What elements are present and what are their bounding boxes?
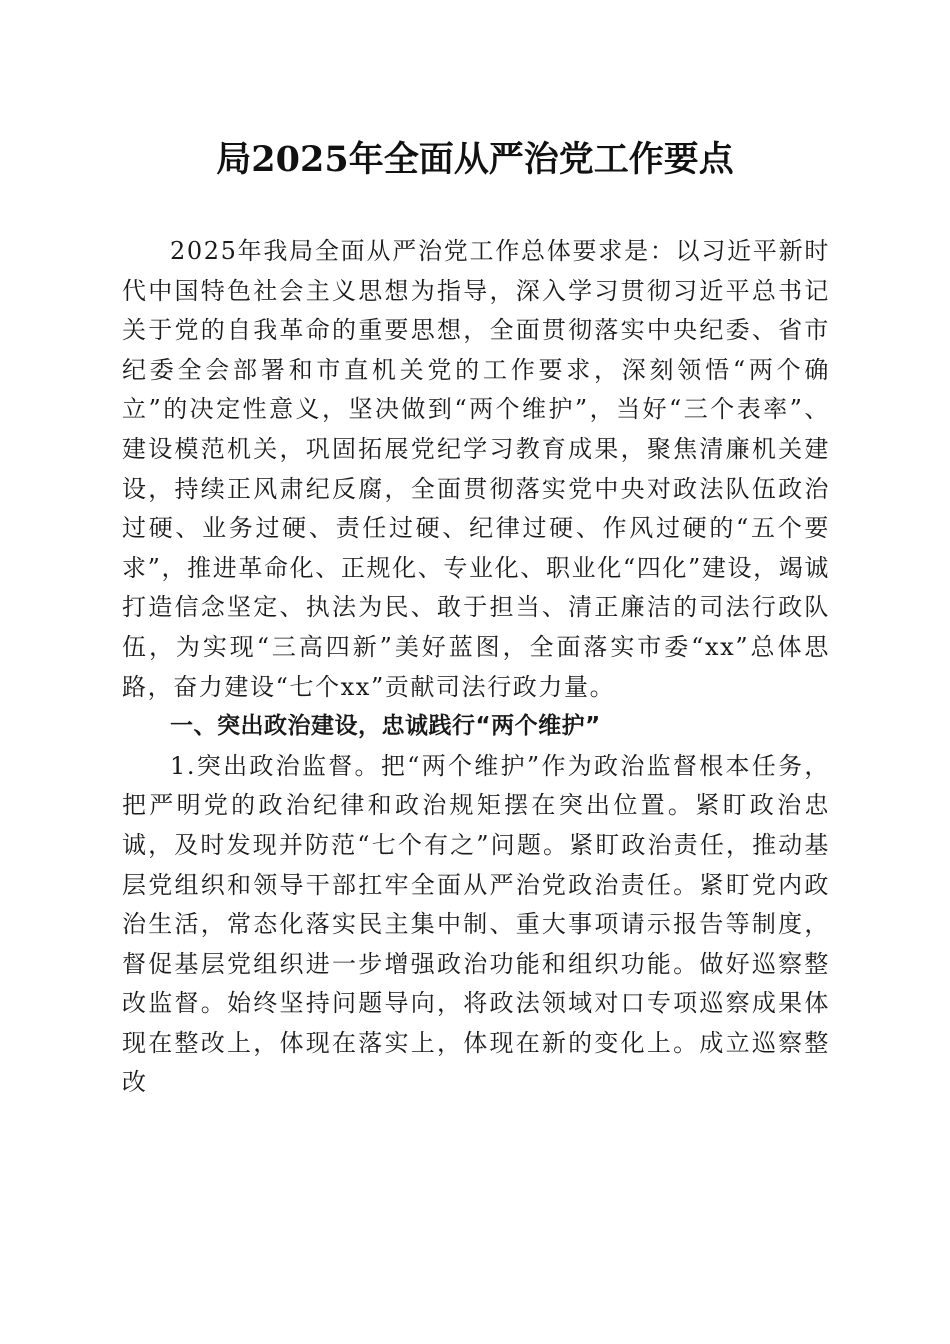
document-title: 局2025年全面从严治党工作要点 [216,139,734,180]
section-1-paragraph: 1.突出政治监督。把“两个维护”作为政治监督根本任务，把严明党的政治纪律和政治规矩摆在突出位置。紧盯政治忠诚，及时发现并防范“七个有之”问题。紧盯政治责任，推动基层党组织和领导干部扛牢全面从严治党政治责任。紧盯党内政治生活，常态化落实民主集中制、重大事项请示报告等制度，督促基层党组织进一步增强政治功能和组织功能。做好巡察整改监督。始终坚持问题导向，将政法领域对口专项巡察成果体现在整改上，体现在落实上，体现在新的变化上。成立巡察整改 [122,751,830,1097]
section-1-heading: 一、突出政治建设，忠诚践行“两个维护” [170,713,601,740]
intro-paragraph: 2025年我局全面从严治党工作总体要求是：以习近平新时代中国特色社会主义思想为指导，深入学习贯彻习近平总书记关于党的自我革命的重要思想，全面贯彻落实中央纪委、省市纪委全会部署和市直机关党的工作要求，深刻领悟“两个确立”的决定性意义，坚决做到“两个维护”，当好“三个表率”、建设模范机关，巩固拓展党纪学习教育成果，聚焦清廉机关建设，持续正风肃纪反腐，全面贯彻落实党中央对政法队伍政治过硬、业务过硬、责任过硬、纪律过硬、作风过硬的“五个要求”，推进革命化、正规化、专业化、职业化“四化”建设，竭诚打造信念坚定、执法为民、敢于担当、清正廉洁的司法行政队伍，为实现“三高四新”美好蓝图，全面落实市委“xx”总体思路，奋力建设“七个xx”贡献司法行政力量。 [122,237,830,701]
document-body [122,232,830,1103]
